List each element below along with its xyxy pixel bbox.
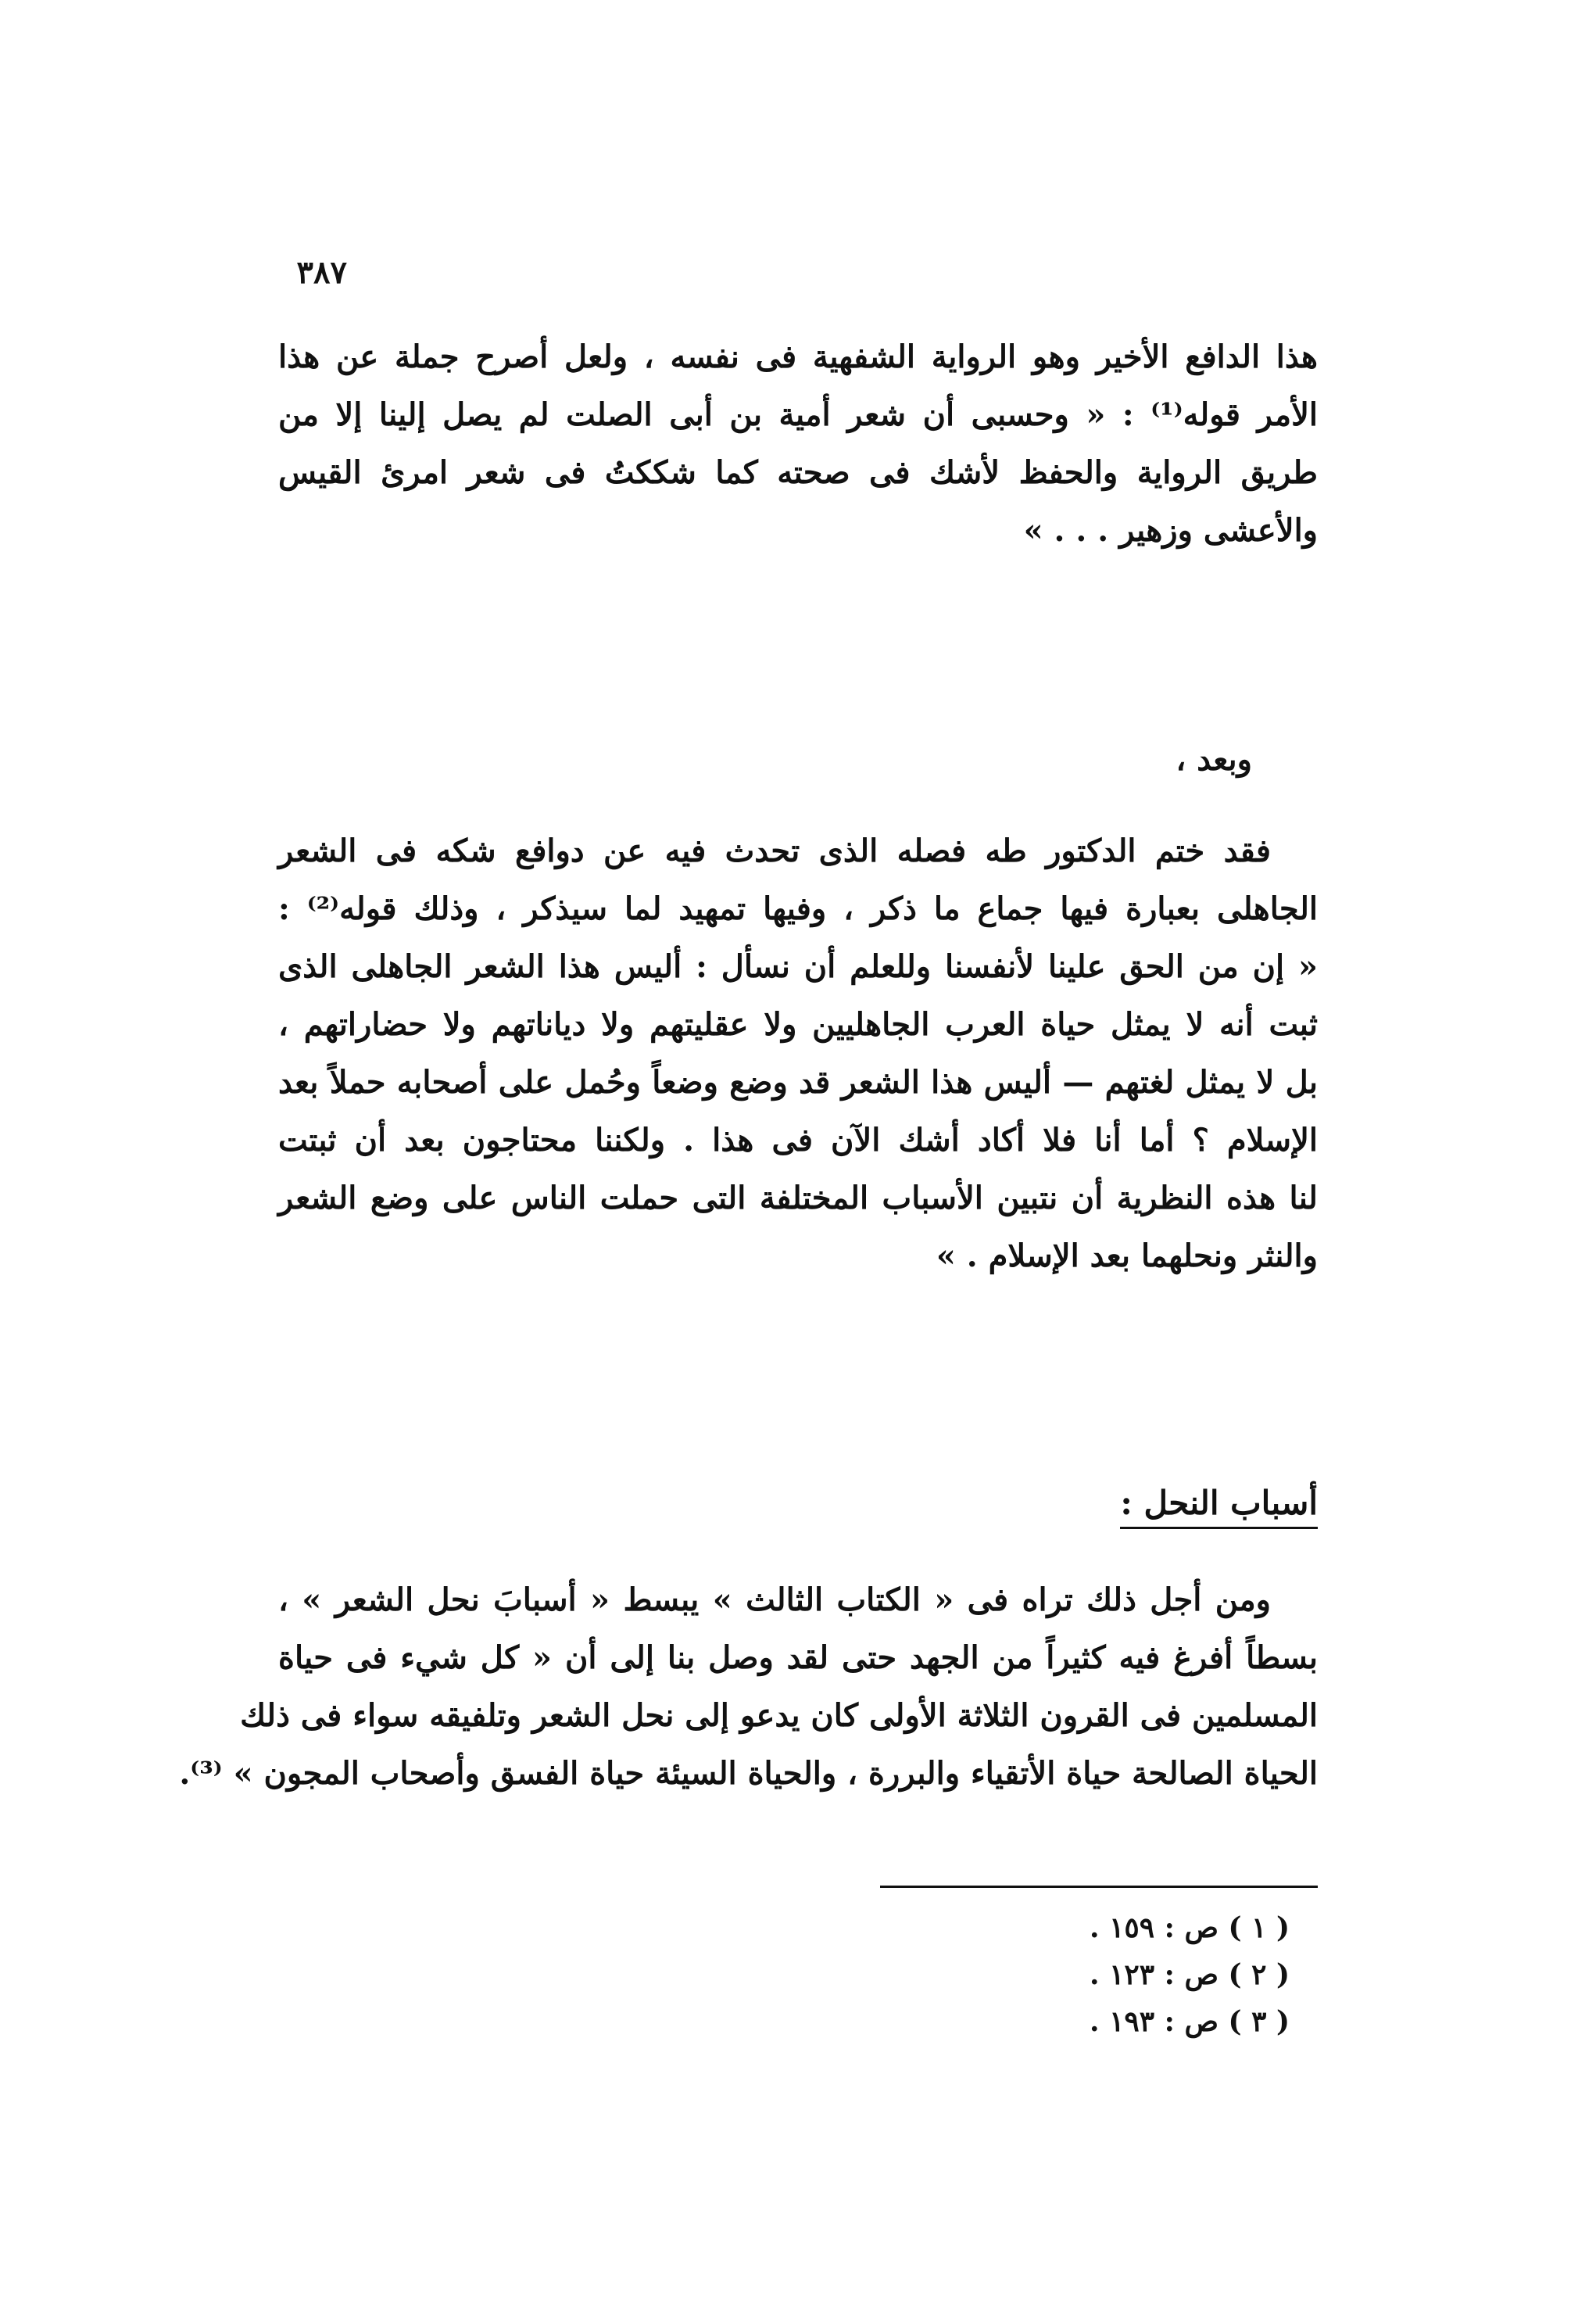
footnote-1: ( ١ ) ص : ١٥٩ . — [1090, 1911, 1290, 1944]
text-line: بل لا يمثل لغتهم — أليس هذا الشعر قد وضع وضعاً وحُمل على أصحابه حملاً بعد — [278, 1064, 1318, 1101]
footnote-3: ( ٣ ) ص : ١٩٣ . — [1090, 2005, 1290, 2038]
text-line: ثبت أنه لا يمثل حياة العرب الجاهليين ولا عقليتهم ولا دياناتهم ولا حضاراتهم ، — [278, 1006, 1318, 1043]
text-line: المسلمين فى القرون الثلاثة الأولى كان يدعو إلى نحل الشعر وتلفيقه سواء فى ذلك — [240, 1697, 1318, 1734]
paragraph-1 — [278, 328, 1318, 560]
text-line: بسطاً أفرغ فيه كثيراً من الجهد حتى لقد وصل بنا إلى أن « كل شيء فى حياة — [278, 1639, 1318, 1676]
text-line: هذا الدافع الأخير وهو الرواية الشفهية فى نفسه ، ولعل أصرح جملة عن هذا — [278, 338, 1318, 375]
text-line: الجاهلى بعبارة فيها جماع ما ذكر ، وفيها تمهيد لما سيذكر ، وذلك قوله⁽²⁾ : — [278, 890, 1319, 927]
footnotes — [961, 1904, 1290, 2045]
page-number: ٣٨٧ — [296, 254, 347, 291]
text-line: الأمر قوله⁽¹⁾ : « وحسبى أن شعر أمية بن أبى الصلت لم يصل إلينا إلا من — [278, 396, 1319, 433]
section-heading: أسباب النحل : — [1120, 1484, 1318, 1529]
text-line: والنثر ونحلهما بعد الإسلام . » — [936, 1237, 1318, 1274]
paragraph-3 — [179, 1571, 1318, 1803]
text-line: الحياة الصالحة حياة الأتقياء والبررة ، والحياة السيئة حياة الفسق وأصحاب المجون » ⁽³⁾. — [179, 1755, 1318, 1792]
text-line: الإسلام ؟ أما أنا فلا أكاد أشك الآن فى هذا . ولكننا محتاجون بعد أن ثبتت — [278, 1122, 1318, 1159]
text-line: لنا هذه النظرية أن نتبين الأسباب المختلفة التى حملت الناس على وضع الشعر — [278, 1180, 1318, 1216]
text-line: فقد ختم الدكتور طه فصله الذى تحدث فيه عن دوافع شكه فى الشعر — [278, 833, 1271, 869]
footnote-divider — [880, 1886, 1318, 1888]
text-line: « إن من الحق علينا لأنفسنا وللعلم أن نسأل : أليس هذا الشعر الجاهلى الذى — [278, 948, 1318, 985]
text-line: طريق الرواية والحفظ لأشك فى صحته كما شككتُ فى شعر امرئ القيس — [278, 454, 1318, 491]
text-line: والأعشى وزهير . . . » — [1023, 512, 1318, 549]
footnote-2: ( ٢ ) ص : ١٢٣ . — [1090, 1958, 1290, 1991]
transition-phrase: وبعد ، — [1176, 741, 1252, 778]
text-line: ومن أجل ذلك تراه فى « الكتاب الثالث » يبسط « أسبابَ نحل الشعر » ، — [278, 1581, 1271, 1618]
paragraph-2 — [278, 822, 1318, 1285]
